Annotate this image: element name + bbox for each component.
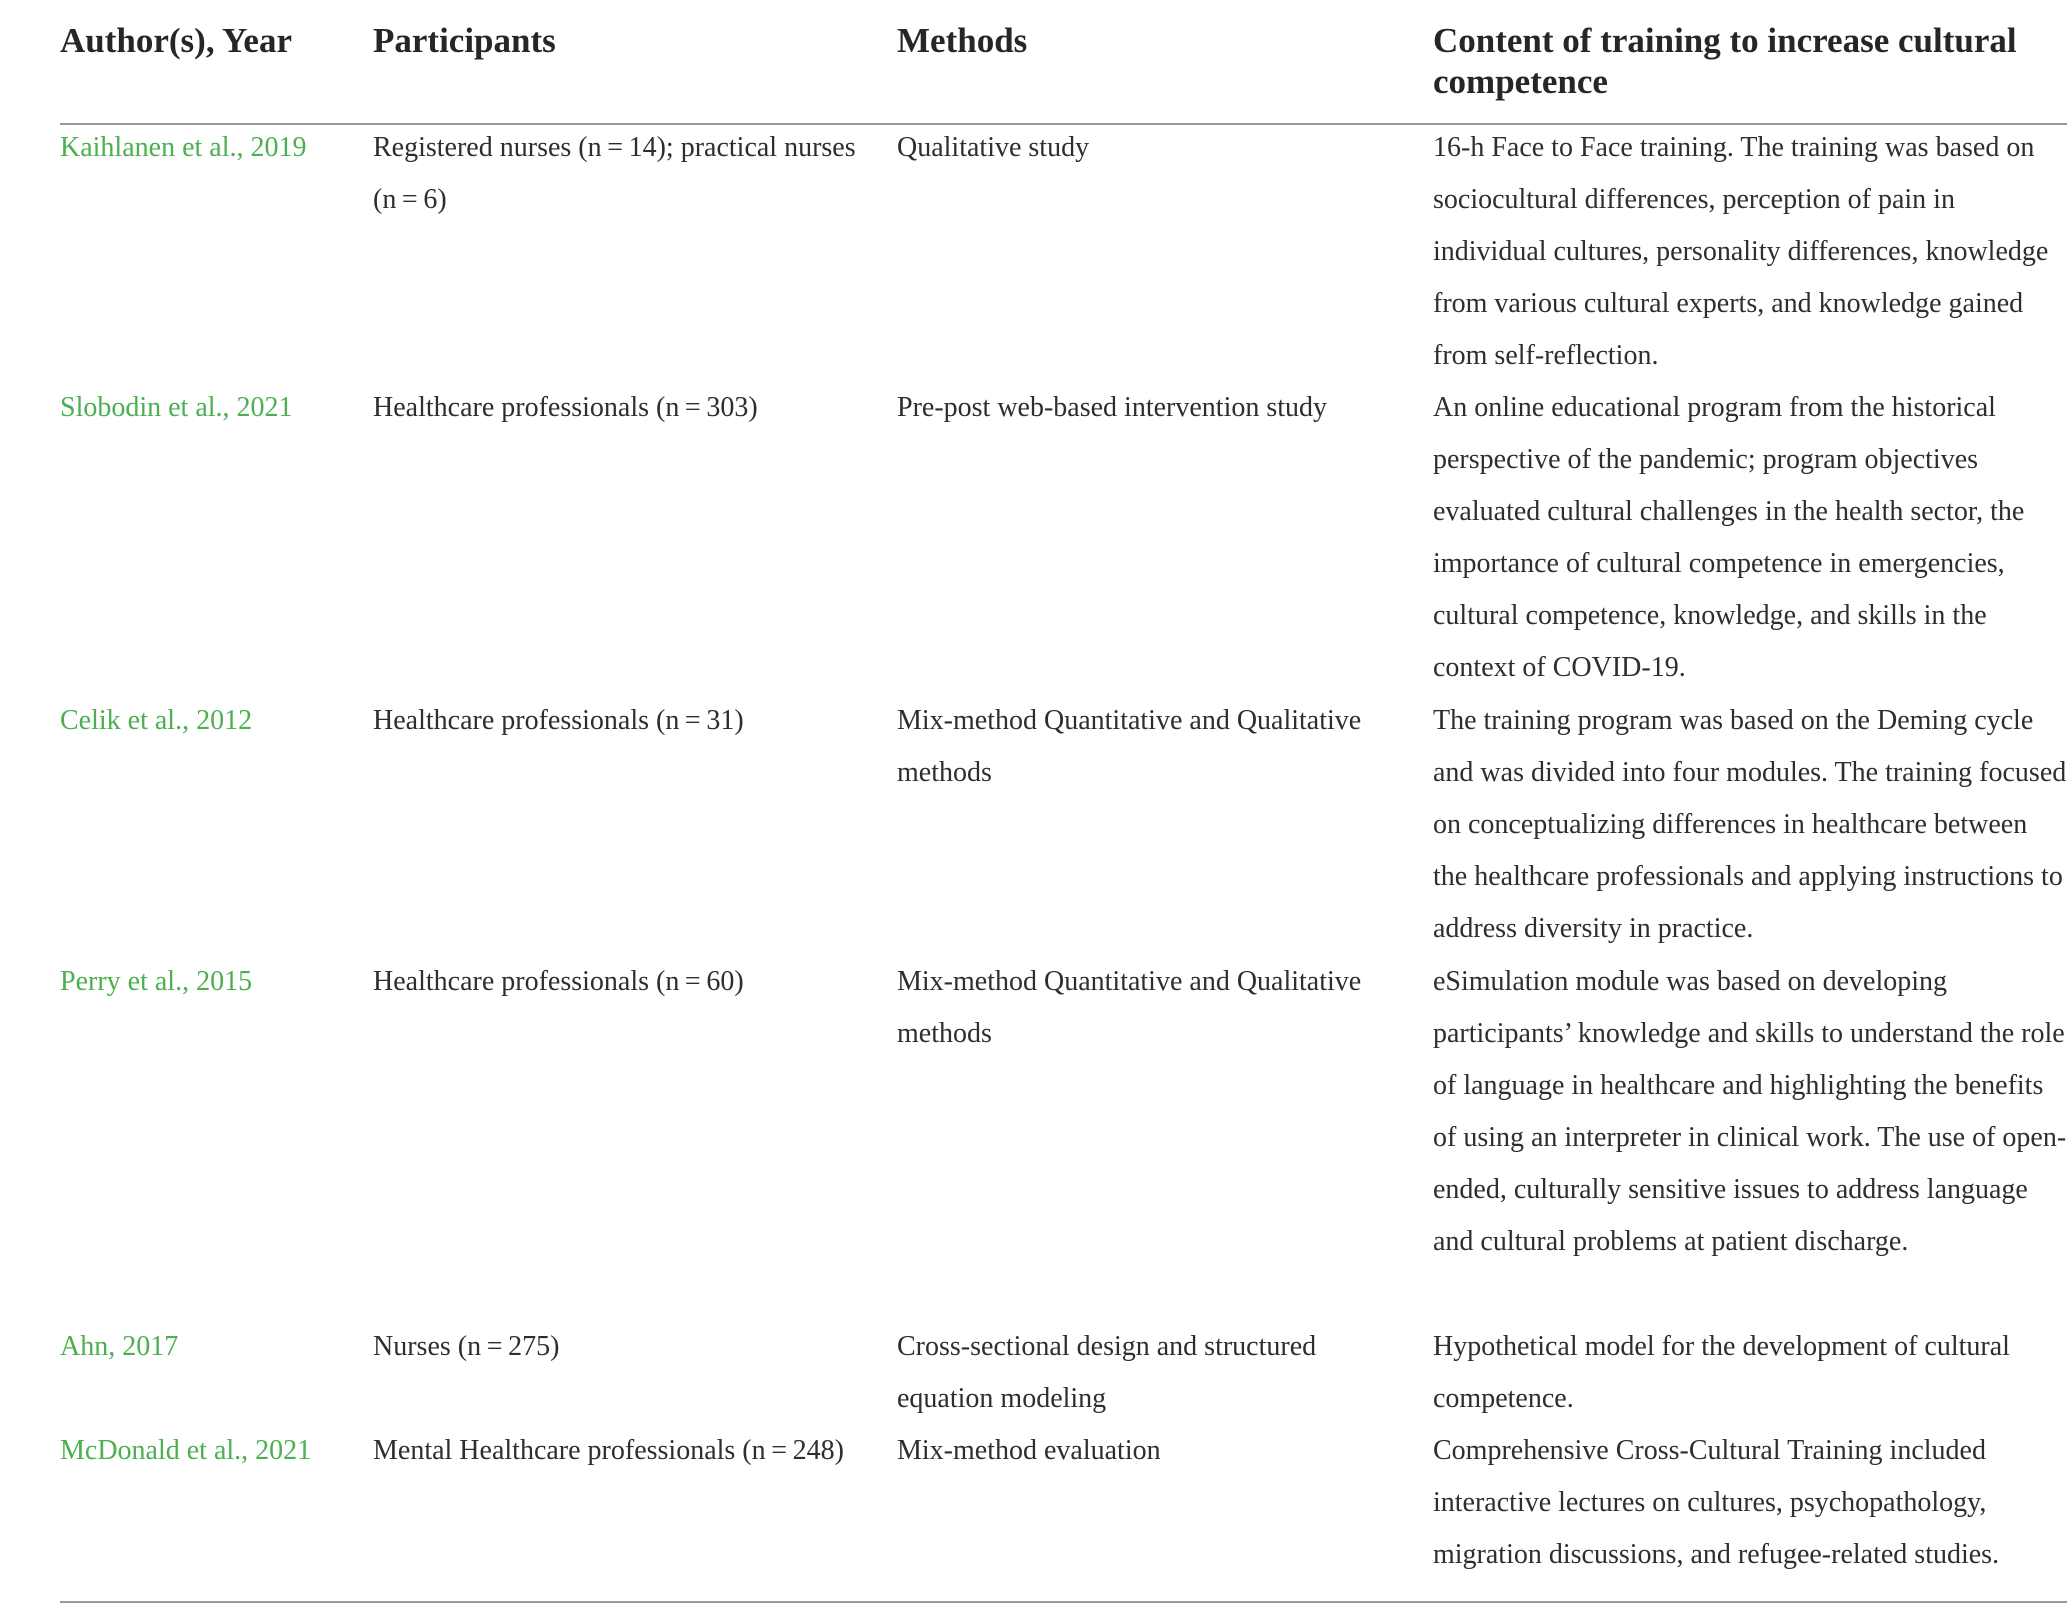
author-link[interactable]: Perry et al., 2015 — [60, 966, 253, 997]
content-cell: Comprehensive Cross-Cultural Training included interactive lectures on cultures, psychopathology, migration discussions, and refugee-related studies. — [1433, 1435, 2000, 1570]
content-cell: eSimulation module was based on developing participants’ knowledge and skills to understand the role of language in healthcare and highlighting the benefits of using an interpreter in clinical work. The use of open-ended, culturally sensitive issues to address language and cultural problems at patient discharge. — [1433, 966, 2067, 1257]
table-bottom-divider — [60, 1601, 2067, 1603]
author-link[interactable]: Ahn, 2017 — [60, 1331, 179, 1362]
methods-cell: Cross-sectional design and structured equation modeling — [897, 1331, 1317, 1414]
participants-cell: Nurses (n = 275) — [373, 1331, 560, 1362]
content-cell: An online educational program from the historical perspective of the pandemic; program objectives evaluated cultural challenges in the health sector, the importance of cultural competence in emergencies, cultural competence, knowledge, and skills in the context of COVID-19. — [1433, 392, 2025, 683]
author-link[interactable]: Celik et al., 2012 — [60, 705, 253, 736]
methods-cell: Mix-method Quantitative and Qualitative methods — [897, 705, 1362, 788]
participants-cell: Mental Healthcare professionals (n = 248) — [373, 1435, 844, 1466]
author-link[interactable]: Slobodin et al., 2021 — [60, 392, 293, 423]
author-link[interactable]: Kaihlanen et al., 2019 — [60, 132, 307, 163]
methods-cell: Mix-method evaluation — [897, 1435, 1161, 1466]
header-author-year: Author(s), Year — [60, 21, 292, 60]
content-cell: Hypothetical model for the development of cultural competence. — [1433, 1331, 2010, 1414]
content-cell: The training program was based on the Deming cycle and was divided into four modules. The training focused on conceptualizing differences in healthcare between the healthcare professionals and applying instructions to address diversity in practice. — [1433, 705, 2067, 944]
methods-cell: Mix-method Quantitative and Qualitative methods — [897, 966, 1362, 1049]
participants-cell: Registered nurses (n = 14); practical nurses (n = 6) — [373, 132, 856, 215]
header-content: Content of training to increase cultural competence — [1433, 21, 2017, 101]
header-methods: Methods — [897, 21, 1028, 60]
participants-cell: Healthcare professionals (n = 303) — [373, 392, 758, 423]
header-participants: Participants — [373, 21, 556, 60]
content-cell: 16-h Face to Face training. The training was based on sociocultural differences, perception of pain in individual cultures, personality differences, knowledge from various cultural experts, and knowledge gained from self-reflection. — [1433, 132, 2049, 371]
author-link[interactable]: McDonald et al., 2021 — [60, 1435, 312, 1466]
methods-cell: Qualitative study — [897, 132, 1090, 163]
methods-cell: Pre-post web-based intervention study — [897, 392, 1328, 423]
participants-cell: Healthcare professionals (n = 60) — [373, 966, 744, 997]
participants-cell: Healthcare professionals (n = 31) — [373, 705, 744, 736]
